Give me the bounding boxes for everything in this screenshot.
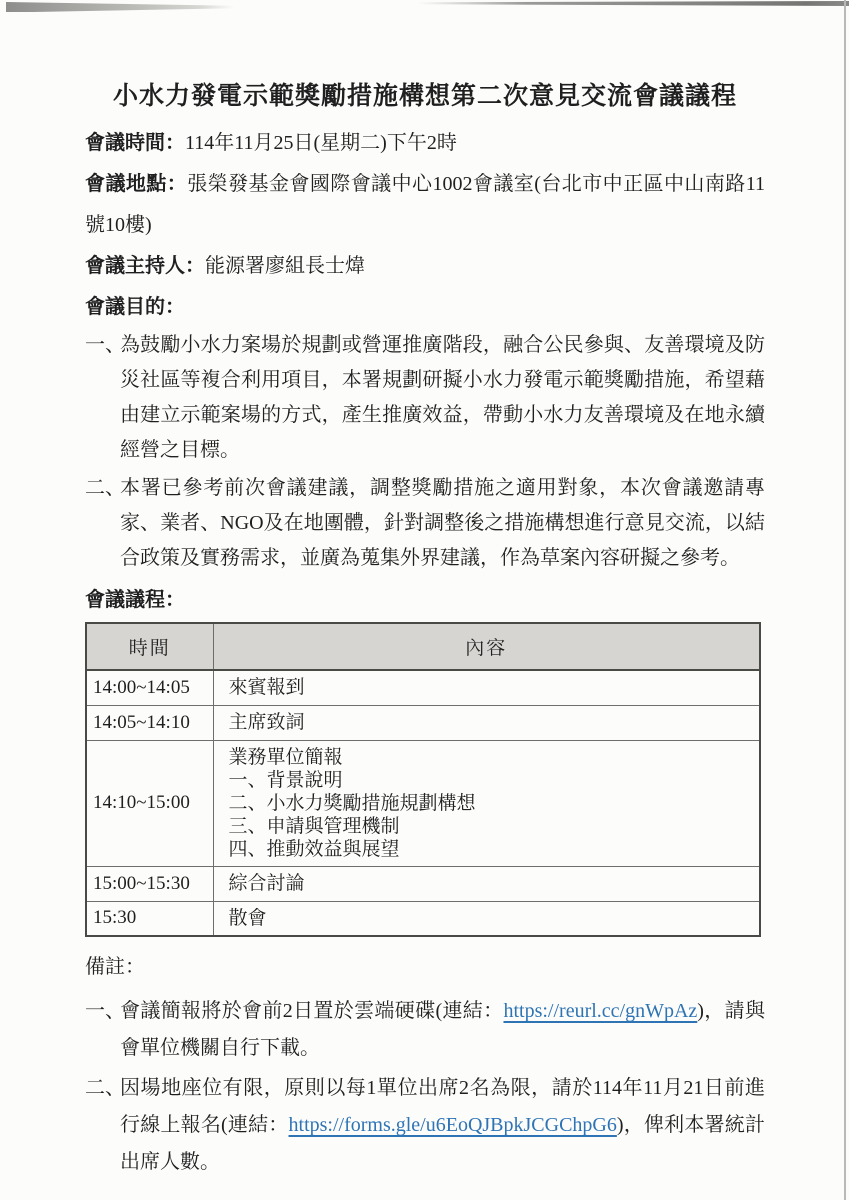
agenda-content (213, 901, 760, 936)
agenda-content-line: 二、小水力獎勵措施規劃構想 (228, 792, 476, 814)
meeting-location-label: 會議地點： (85, 173, 188, 195)
agenda-content (213, 866, 760, 901)
meeting-host-line (85, 246, 765, 287)
scan-right-edge-line (844, 0, 846, 1200)
meeting-time-line (85, 123, 765, 164)
page-title: 小水力發電示範獎勵措施構想第二次意見交流會議議程 (112, 83, 737, 110)
agenda-time: 14:00~14:05 (86, 670, 213, 705)
column-header-content: 內容 (213, 623, 760, 670)
purpose-heading: 會議目的： (85, 296, 185, 318)
agenda-time: 14:10~15:00 (86, 740, 213, 866)
scan-top-edge-line (418, 1, 849, 6)
note-text-after: )，俾利本署統計出席人數。 (120, 1114, 765, 1173)
purpose-item (85, 471, 765, 576)
meeting-host-value: 能源署廖組長士煒 (205, 255, 365, 277)
cloud-drive-link[interactable]: https://reurl.cc/gnWpAz (503, 1000, 698, 1022)
table-row (86, 740, 760, 866)
agenda-table (85, 622, 761, 937)
note-item-number: 一、 (85, 1000, 125, 1022)
agenda-content-line: 綜合討論 (228, 873, 305, 894)
agenda-content-line: 三、申請與管理機制 (228, 815, 400, 837)
note-text-before: 因場地座位有限，原則以每1單位出席2名為限，請於114年11月21日前進行線上報名(連結： (120, 1077, 765, 1136)
note-item (85, 993, 765, 1067)
purpose-item-number: 一、 (85, 334, 125, 356)
purpose-item-number: 二、 (85, 477, 125, 499)
purpose-list (85, 328, 765, 576)
meeting-location-line (85, 164, 765, 246)
agenda-heading: 會議議程： (85, 589, 185, 611)
agenda-content-line: 散會 (228, 907, 267, 929)
table-row (86, 901, 760, 936)
table-row (86, 670, 760, 705)
note-text-after: )，請與會單位機關自行下載。 (120, 1000, 765, 1059)
scan-corner-shadow (6, 2, 234, 12)
agenda-content-line: 主席致詞 (228, 712, 305, 733)
agenda-time: 15:00~15:30 (86, 866, 213, 901)
agenda-content-line: 來賓報到 (228, 677, 305, 699)
purpose-item-text: 本署已參考前次會議建議，調整獎勵措施之適用對象，本次會議邀請專家、業者、NGO及在地團體，針對調整後之措施構想進行意見交流，以結合政策及實務需求，並廣為蒐集外界建議，作為草案內容研擬之參考。 (120, 477, 765, 569)
meeting-host-label: 會議主持人： (85, 255, 205, 277)
note-item (85, 1070, 765, 1181)
registration-form-link[interactable]: https://forms.gle/u6EoQJBpkJCGChpG6 (288, 1114, 617, 1136)
document-content (85, 80, 765, 1184)
purpose-item (85, 328, 765, 468)
meeting-time-value: 114年11月25日(星期二)下午2時 (185, 132, 457, 154)
agenda-time: 14:05~14:10 (86, 705, 213, 740)
agenda-time: 15:30 (86, 901, 213, 936)
table-row (86, 705, 760, 740)
purpose-item-text: 為鼓勵小水力案場於規劃或營運推廣階段，融合公民參與、友善環境及防災社區等複合利用項目，本署規劃研擬小水力發電示範獎勵措施，希望藉由建立示範案場的方式，產生推廣效益，帶動小水力友善環境及在地永續經營之目標。 (120, 334, 765, 461)
agenda-content-line: 四、推動效益與展望 (228, 838, 400, 860)
note-item-number: 二、 (85, 1077, 125, 1099)
table-row (86, 866, 760, 901)
meeting-time-label: 會議時間： (85, 132, 185, 154)
agenda-content (213, 670, 760, 705)
agenda-content-line: 一、背景說明 (228, 769, 343, 791)
notes-heading: 備註： (85, 956, 145, 978)
column-header-time: 時間 (86, 623, 213, 670)
agenda-content (213, 740, 760, 866)
agenda-content (213, 705, 760, 740)
agenda-header-row (86, 623, 760, 670)
meeting-location-value: 張榮發基金會國際會議中心1002會議室(台北市中正區中山南路11號10樓) (85, 173, 765, 236)
notes-list (85, 993, 765, 1181)
agenda-content-line: 業務單位簡報 (228, 746, 343, 768)
note-text-before: 會議簡報將於會前2日置於雲端硬碟(連結： (120, 1000, 504, 1022)
